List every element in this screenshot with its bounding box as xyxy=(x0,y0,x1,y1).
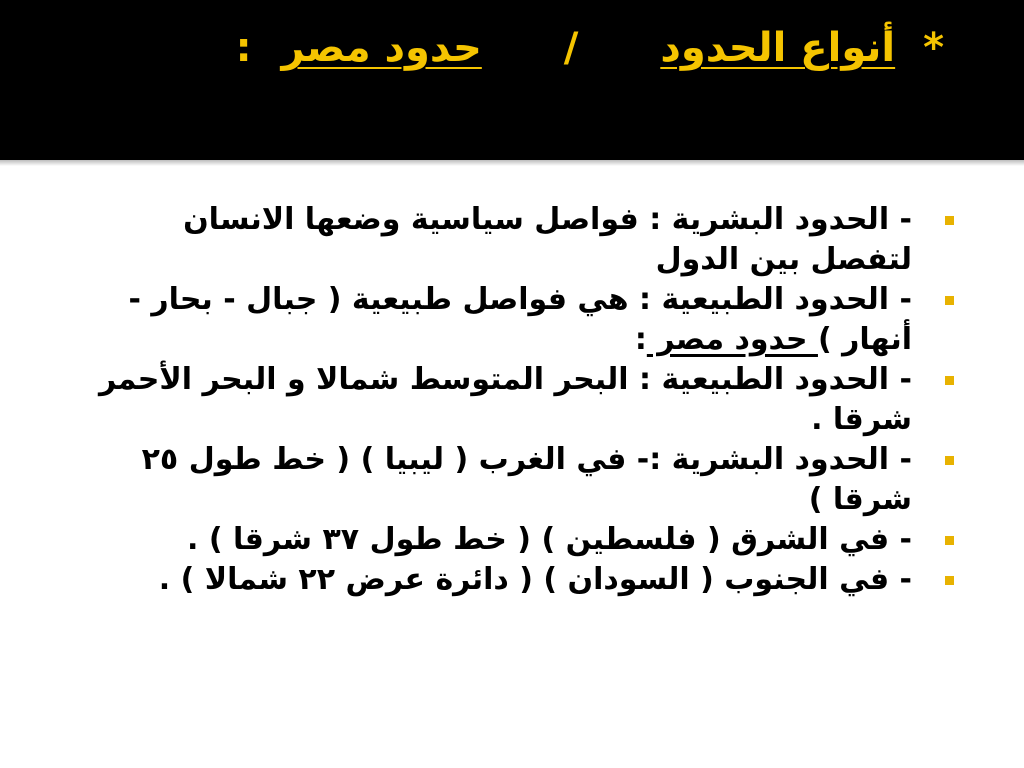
bullet-item-south-border xyxy=(84,560,954,600)
bullet-text: - الحدود الطبيعية : هي فواصل طبيعية ( جبال - بحار - أنهار ) xyxy=(128,282,912,357)
bullet-text: - في الشرق ( فلسطين ) ( خط طول ٣٧ شرقا ) . xyxy=(186,522,912,557)
bullet-square-icon xyxy=(945,216,954,225)
title-border-types: أنواع الحدود xyxy=(660,25,896,71)
title-star: * xyxy=(923,25,944,71)
bullet-square-icon xyxy=(945,376,954,385)
bullet-text: - في الجنوب ( السودان ) ( دائرة عرض ٢٢ شمالا ) . xyxy=(158,562,912,597)
title-egypt-borders: حدود مصر xyxy=(281,25,482,71)
title-bar xyxy=(0,0,1024,160)
title-divider-shadow xyxy=(0,160,1024,166)
bullet-square-icon xyxy=(945,296,954,305)
bullet-underlined-text: حدود مصر xyxy=(646,322,818,357)
bullet-square-icon xyxy=(945,576,954,585)
title-colon: : xyxy=(235,25,252,71)
bullet-item-natural-borders xyxy=(84,280,954,360)
bullet-item-east-border xyxy=(84,520,954,560)
title-separator: / xyxy=(563,25,579,71)
bullet-list xyxy=(84,200,954,600)
bullet-text: - الحدود البشرية : فواصل سياسية وضعها الانسان لتفصل بين الدول xyxy=(183,202,912,277)
bullet-item-west-border xyxy=(84,440,954,520)
bullet-text-after: : xyxy=(634,322,647,357)
bullet-square-icon xyxy=(945,536,954,545)
bullet-item-natural-egypt xyxy=(84,360,954,440)
bullet-square-icon xyxy=(945,456,954,465)
bullet-text: - الحدود البشرية :- في الغرب ( ليبيا ) ( خط طول ٢٥ شرقا ) xyxy=(141,442,912,517)
slide-title xyxy=(60,16,944,80)
bullet-text: - الحدود الطبيعية : البحر المتوسط شمالا و البحر الأحمر شرقا . xyxy=(98,362,912,437)
bullet-item-human-borders xyxy=(84,200,954,280)
